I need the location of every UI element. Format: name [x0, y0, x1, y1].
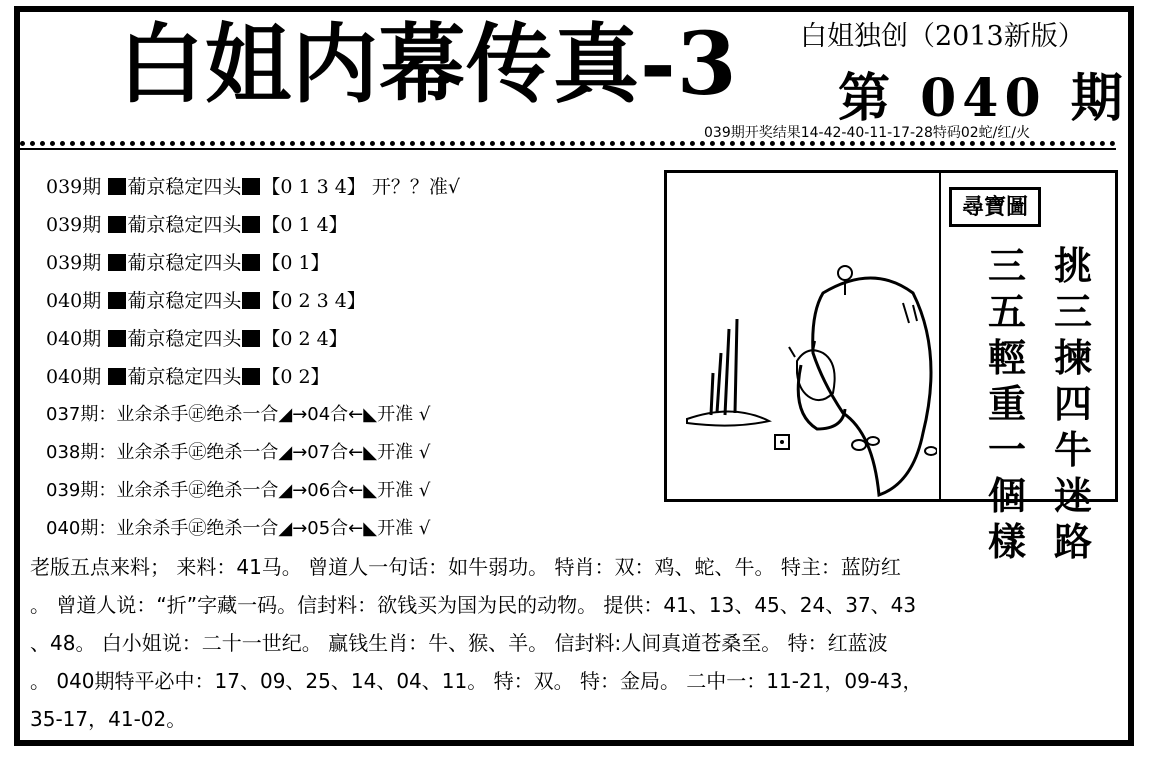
separator-dotted — [20, 141, 1116, 146]
riddle-char: 一 — [987, 427, 1026, 472]
prediction-label: 葡京稳定四头 — [127, 176, 242, 198]
edge-mark — [14, 392, 20, 406]
body-text — [30, 548, 1120, 738]
riddle-char: 個 — [987, 473, 1026, 518]
prediction-row — [46, 282, 646, 320]
prediction-row — [46, 358, 646, 396]
prediction-numbers: 【0 2】 — [261, 366, 330, 388]
prediction-row — [46, 206, 646, 244]
black-square-icon — [108, 330, 126, 347]
kill-row: 038期：业余杀手㊣绝杀一合◢→07合←◣开准 √ — [46, 442, 431, 463]
riddle-char: 迷 — [1053, 473, 1092, 518]
kill-row: 039期：业余杀手㊣绝杀一合◢→06合←◣开准 √ — [46, 480, 431, 501]
prediction-row — [46, 168, 646, 206]
riddle-char: 揀 — [1053, 335, 1092, 380]
body-line: 。 曾道人说：“折”字藏一码。信封料：欲钱买为国为民的动物。 提供：41、13、45、24、37、43 — [30, 593, 917, 617]
black-square-icon — [242, 330, 260, 347]
prediction-row — [46, 320, 646, 358]
prediction-suffix: 开？？准√ — [371, 176, 460, 198]
black-square-icon — [242, 178, 260, 195]
black-square-icon — [108, 368, 126, 385]
riddle-char: 四 — [1053, 381, 1092, 426]
prediction-issue: 040期 — [46, 366, 102, 388]
black-square-icon — [108, 216, 126, 233]
riddle-char: 三 — [1053, 289, 1092, 334]
treasure-map-panel — [664, 170, 1118, 564]
prediction-issue: 039期 — [46, 252, 102, 274]
black-square-icon — [242, 292, 260, 309]
prediction-issue: 040期 — [46, 328, 102, 350]
riddle-char: 五 — [987, 289, 1026, 334]
body-line: 。 040期特平必中：17、09、25、14、04、11。 特：双。 特：金局。 二中一：11-21，09-43， — [30, 669, 923, 693]
black-square-icon — [242, 254, 260, 271]
prediction-numbers: 【0 1】 — [261, 252, 330, 274]
prediction-label: 葡京稳定四头 — [127, 366, 242, 388]
prediction-issue: 039期 — [46, 214, 102, 236]
riddle-char: 挑 — [1053, 243, 1092, 288]
edge-mark — [14, 632, 20, 652]
prediction-label: 葡京稳定四头 — [127, 328, 242, 350]
prediction-label: 葡京稳定四头 — [127, 252, 242, 274]
kill-row: 040期：业余杀手㊣绝杀一合◢→05合←◣开准 √ — [46, 518, 431, 539]
prediction-label: 葡京稳定四头 — [127, 290, 242, 312]
prediction-numbers: 【0 2 3 4】 — [261, 290, 366, 312]
riddle-char: 牛 — [1053, 427, 1092, 472]
black-square-icon — [242, 216, 260, 233]
issue-number: 第 040 期 — [838, 68, 1129, 129]
edition-label: 白姐独创（2013新版） — [800, 21, 1085, 52]
black-square-icon — [108, 254, 126, 271]
riddle-char: 重 — [987, 381, 1026, 426]
riddle-char: 路 — [1053, 519, 1092, 564]
prediction-numbers: 【0 2 4】 — [261, 328, 348, 350]
prediction-row — [46, 244, 646, 282]
ox-rock-sketch-icon — [673, 233, 937, 503]
prediction-numbers: 【0 1 4】 — [261, 214, 348, 236]
riddle-char: 樣 — [987, 519, 1026, 564]
body-line: 35-17，41-02。 — [30, 707, 187, 731]
riddle-line-2 — [985, 243, 1029, 565]
draw-result: 039期开奖结果14-42-40-11-17-28特码02蛇/红/火 — [704, 125, 1031, 141]
prediction-issue: 040期 — [46, 290, 102, 312]
treasure-map-stamp: 尋寶圖 — [949, 187, 1041, 227]
body-line: 、48。 白小姐说：二十一世纪。 赢钱生肖：牛、猴、羊。 信封料:人间真道苍桑至。 特：红蓝波 — [30, 631, 888, 655]
riddle-line-1 — [1051, 243, 1095, 565]
prediction-numbers: 【0 1 3 4】 — [261, 176, 366, 198]
main-title: 白姐内幕传真-3 — [118, 14, 738, 115]
riddle-char: 輕 — [987, 335, 1026, 380]
kill-row: 037期：业余杀手㊣绝杀一合◢→04合←◣开准 √ — [46, 404, 431, 425]
black-square-icon — [242, 368, 260, 385]
panel-divider — [939, 173, 941, 499]
body-line: 老版五点来料； 来料：41马。 曾道人一句话：如牛弱功。 特肖：双：鸡、蛇、牛。 特主：蓝防红 — [30, 555, 901, 579]
separator-line — [20, 148, 1116, 150]
prediction-issue: 039期 — [46, 176, 102, 198]
prediction-label: 葡京稳定四头 — [127, 214, 242, 236]
black-square-icon — [108, 292, 126, 309]
riddle-char: 三 — [987, 243, 1026, 288]
black-square-icon — [108, 178, 126, 195]
prediction-list — [46, 168, 646, 548]
